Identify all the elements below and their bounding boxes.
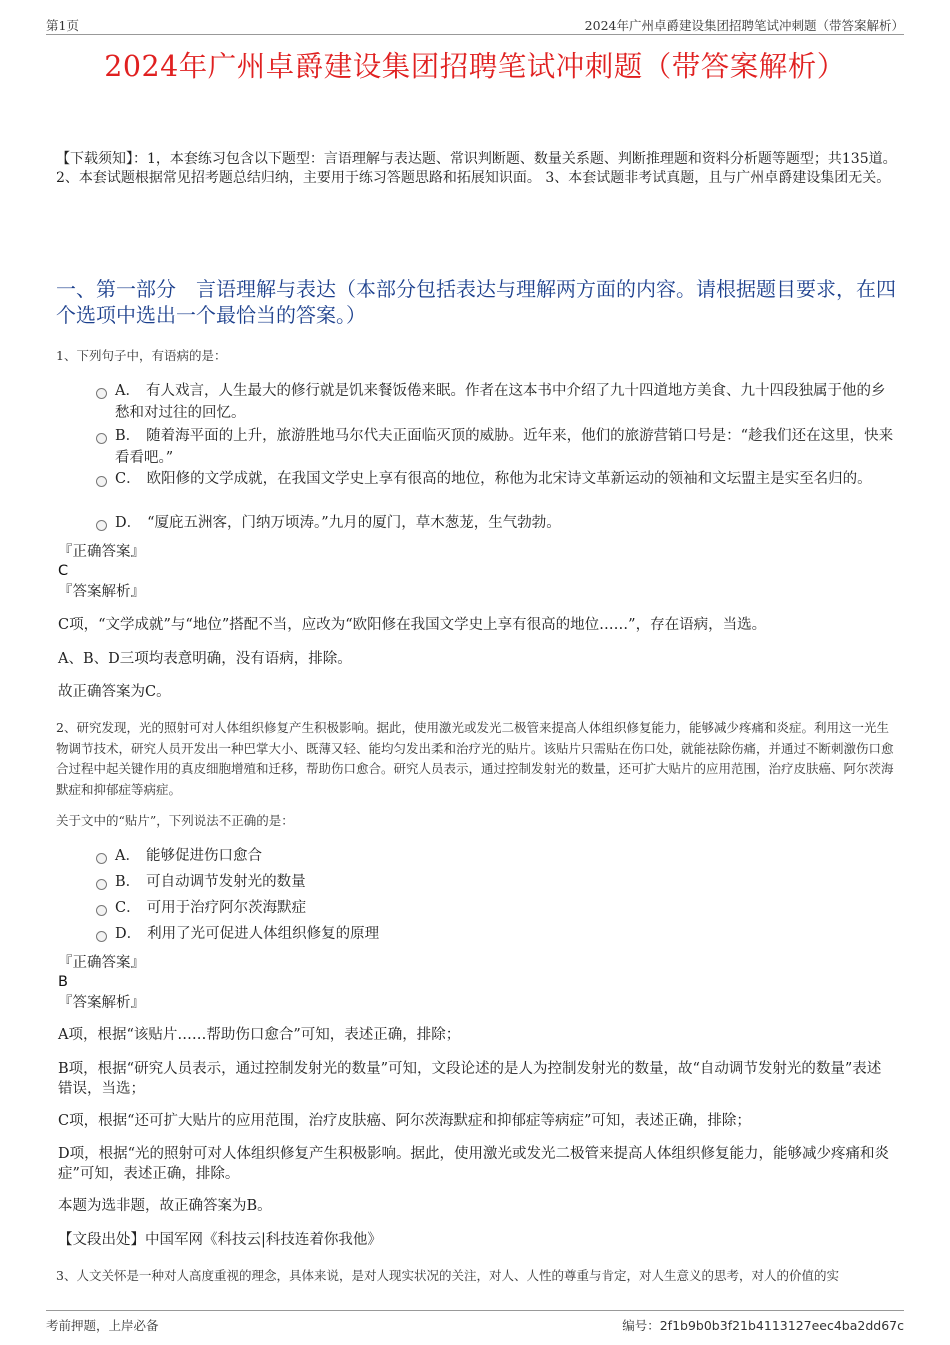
radio-icon[interactable] xyxy=(96,476,107,487)
header-doc-title: 2024年广州卓爵建设集团招聘笔试冲刺题（带答案解析） xyxy=(584,18,904,33)
footer-slogan: 考前押题，上岸必备 xyxy=(46,1318,159,1333)
analysis-paragraph: A、B、D三项均表意明确，没有语病，排除。 xyxy=(58,651,352,667)
download-notice: 【下载须知】：1，本套练习包含以下题型：言语理解与表达题、常识判断题、数量关系题、判断推理题和资料分析题等题型；共135道。 2、本套试题根据常见招考题总结归纳，主要用于练习答题思路和拓展知识面。 3、本套试题非考试真题，且与广州卓爵建设集团无关。 xyxy=(56,151,897,186)
q2-option-a[interactable] xyxy=(95,846,895,868)
option-text: 随着海平面的上升，旅游胜地马尔代夫正面临灭顶的威胁。近年来，他们的旅游营销口号是：“趁我们还在这里，快来看看吧。” xyxy=(115,428,894,466)
q1-option-c[interactable] xyxy=(95,469,895,491)
option-letter: D． xyxy=(115,926,142,942)
q2-option-d[interactable] xyxy=(95,924,895,946)
radio-icon[interactable] xyxy=(96,433,107,444)
radio-icon[interactable] xyxy=(96,388,107,399)
option-text: 可用于治疗阿尔茨海默症 xyxy=(146,900,307,916)
correct-answer-value: B xyxy=(58,974,68,990)
page-number: 第1页 xyxy=(46,18,79,33)
footer-code-label: 编号： xyxy=(622,1318,660,1333)
analysis-paragraph: B项，根据“研究人员表示，通过控制发射光的数量”可知，文段论述的是人为控制发射光的数量，故“自动调节发射光的数量”表述错误，当选； xyxy=(58,1061,882,1097)
option-text: 有人戏言，人生最大的修行就是饥来餐饭倦来眠。作者在这本书中介绍了九十四道地方美食、九十四段独属于他的乡愁和对过往的回忆。 xyxy=(115,383,886,421)
radio-icon[interactable] xyxy=(96,905,107,916)
option-letter: A． xyxy=(115,848,140,864)
analysis-paragraph: A项，根据“该贴片……帮助伤口愈合”可知，表述正确，排除； xyxy=(58,1027,461,1043)
radio-icon[interactable] xyxy=(96,853,107,864)
analysis-paragraph: C项，根据“还可扩大贴片的应用范围，治疗皮肤癌、阿尔茨海默症和抑郁症等病症”可知，表述正确，排除； xyxy=(58,1113,751,1129)
option-letter: B． xyxy=(115,428,141,444)
analysis-label: 『答案解析』 xyxy=(58,584,145,600)
q2-option-c[interactable] xyxy=(95,898,895,920)
question-3-stem: 3、人文关怀是一种对人高度重视的理念，具体来说，是对人现实状况的关注，对人、人性的尊重与肯定，对人生意义的思考，对人的价值的实 xyxy=(56,1268,839,1283)
option-letter: C． xyxy=(115,471,141,487)
option-text: 欧阳修的文学成就，在我国文学史上享有很高的地位，称他为北宋诗文革新运动的领袖和文坛盟主是实至名归的。 xyxy=(146,471,872,487)
option-letter: A． xyxy=(115,383,140,399)
section-heading: 一、第一部分 言语理解与表达（本部分包括表达与理解两方面的内容。请根据题目要求，在四个选项中选出一个最恰当的答案。） xyxy=(56,277,896,327)
radio-icon[interactable] xyxy=(96,879,107,890)
option-text: 能够促进伤口愈合 xyxy=(145,848,262,864)
footer-code xyxy=(622,1316,904,1334)
q2-option-b[interactable] xyxy=(95,872,895,894)
correct-answer-label: 『正确答案』 xyxy=(58,955,145,971)
question-2-stem: 2、研究发现，光的照射可对人体组织修复产生积极影响。据此，使用激光或发光二极管来提高人体组织修复能力，能够减少疼痛和炎症。利用这一光生物调节技术，研究人员开发出一种巴掌大小、既薄又轻、能均匀发出柔和治疗光的贴片。该贴片只需贴在伤口处，就能祛除伤痛，并通过不断刺激伤口愈合过程中起关键作用的真皮细胞增殖和迁移，帮助伤口愈合。研究人员表示，通过控制发射光的数量，还可扩大贴片的应用范围，治疗皮肤癌、阿尔茨海默症和抑郁症等病症。 xyxy=(56,720,894,797)
option-text: “厦庇五洲客，门纳万顷涛。”九月的厦门，草木葱茏，生气勃勃。 xyxy=(147,515,561,531)
source-citation: 【文段出处】中国军网《科技云|科技连着你我他》 xyxy=(58,1232,382,1248)
q1-option-d[interactable] xyxy=(95,513,895,535)
correct-answer-value: C xyxy=(58,563,69,579)
analysis-paragraph: D项，根据“光的照射可对人体组织修复产生积极影响。据此，使用激光或发光二极管来提高人体组织修复能力，能够减少疼痛和炎症”可知，表述正确，排除。 xyxy=(58,1146,890,1182)
footer-code-value: 2f1b9b0b3f21b4113127eec4ba2dd67c xyxy=(659,1318,904,1333)
analysis-label: 『答案解析』 xyxy=(58,995,145,1011)
analysis-paragraph: C项，“文学成就”与“地位”搭配不当，应改为“欧阳修在我国文学史上享有很高的地位……”，存在语病，当选。 xyxy=(58,617,767,633)
correct-answer-label: 『正确答案』 xyxy=(58,544,145,560)
question-2-sub-stem: 关于文中的“贴片”，下列说法不正确的是： xyxy=(56,813,294,828)
analysis-paragraph: 故正确答案为C。 xyxy=(58,684,171,700)
option-text: 利用了光可促进人体组织修复的原理 xyxy=(147,926,380,942)
q1-option-b[interactable] xyxy=(95,426,895,469)
option-letter: C． xyxy=(115,900,141,916)
page-header xyxy=(46,14,904,35)
option-letter: B． xyxy=(115,874,141,890)
question-1-stem: 1、下列句子中，有语病的是： xyxy=(56,348,227,363)
analysis-paragraph: 本题为选非题，故正确答案为B。 xyxy=(58,1198,272,1214)
document-title: 2024年广州卓爵建设集团招聘笔试冲刺题（带答案解析） xyxy=(104,50,846,83)
q1-option-a[interactable] xyxy=(95,381,895,424)
radio-icon[interactable] xyxy=(96,520,107,531)
radio-icon[interactable] xyxy=(96,931,107,942)
page-footer xyxy=(46,1310,904,1335)
option-letter: D． xyxy=(115,515,142,531)
option-text: 可自动调节发射光的数量 xyxy=(146,874,306,890)
